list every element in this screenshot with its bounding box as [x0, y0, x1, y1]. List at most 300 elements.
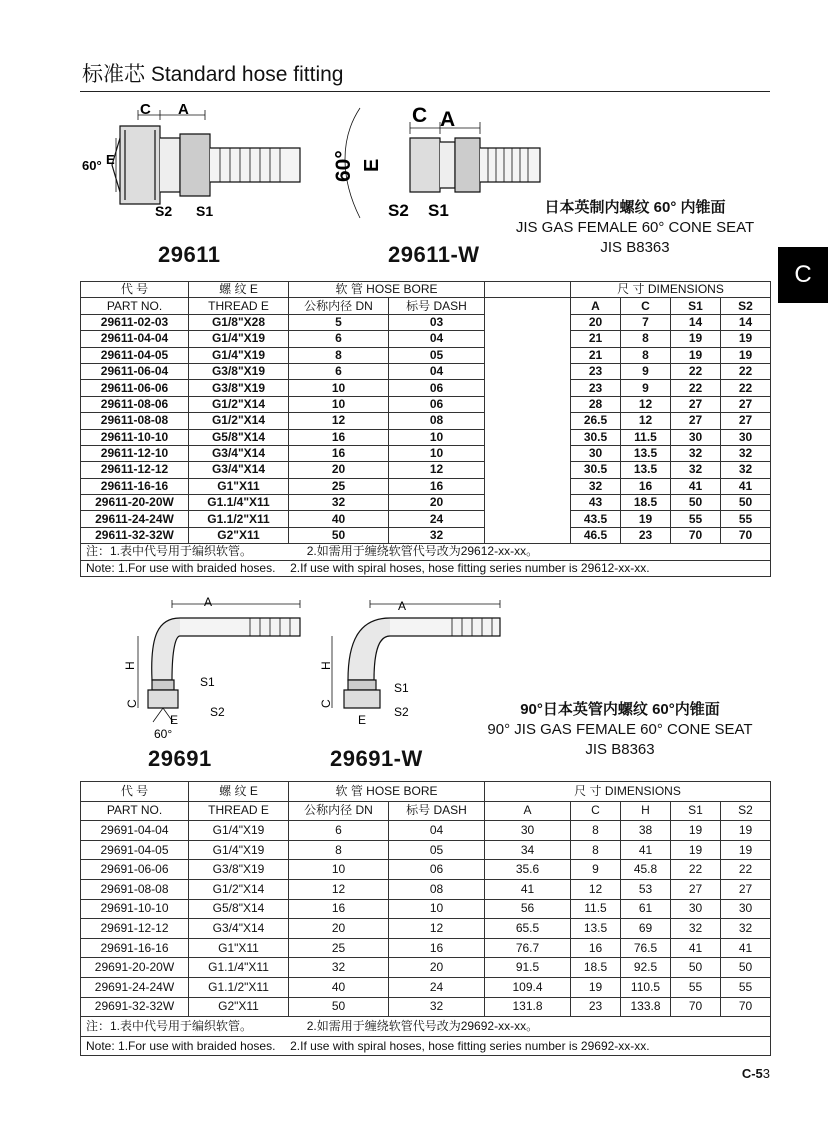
cell-dn: 12 — [289, 413, 389, 429]
cell-s2: 30 — [721, 429, 771, 445]
table2-body — [81, 821, 771, 1017]
cell-dn: 32 — [289, 495, 389, 511]
hdr-c: C — [621, 298, 671, 314]
hdr-a: A — [571, 298, 621, 314]
cell-s2: 41 — [721, 938, 771, 958]
cell-s2: 55 — [721, 511, 771, 527]
hdr-part-cn: 代 号 — [81, 282, 189, 298]
cell-a: 30.5 — [571, 462, 621, 478]
spec-table-29691 — [80, 781, 771, 1056]
table-row — [81, 429, 771, 445]
table1-note-cn — [81, 544, 771, 560]
spacer-cell — [485, 363, 571, 379]
cell-dash: 32 — [389, 997, 485, 1017]
hdr-dash: 标号 DASH — [389, 298, 485, 314]
cell-thread: G1/8"X28 — [189, 314, 289, 330]
table1-body — [81, 314, 771, 543]
cell-h: 41 — [621, 840, 671, 860]
cell-thread: G2"X11 — [189, 527, 289, 543]
cell-thread: G3/8"X19 — [189, 363, 289, 379]
cell-h: 53 — [621, 879, 671, 899]
dim-c-label-90w: C — [319, 699, 333, 708]
cell-s1: 19 — [671, 347, 721, 363]
cell-h: 45.8 — [621, 860, 671, 880]
page-title: 标准芯 Standard hose fitting — [82, 63, 344, 86]
cell-dash: 10 — [389, 429, 485, 445]
cell-s1: 32 — [671, 919, 721, 939]
table-row — [81, 977, 771, 997]
dim-h-label-90w: H — [319, 661, 333, 670]
cell-a: 35.6 — [485, 860, 571, 880]
cell-a: 65.5 — [485, 919, 571, 939]
table-row — [81, 380, 771, 396]
cell-c: 12 — [571, 879, 621, 899]
cell-c: 18.5 — [571, 958, 621, 978]
cell-a: 41 — [485, 879, 571, 899]
cell-thread: G3/8"X19 — [189, 380, 289, 396]
dim-a-label-90: A — [204, 596, 213, 609]
cell-s2: 19 — [721, 821, 771, 841]
cell-a: 26.5 — [571, 413, 621, 429]
cell-dash: 05 — [389, 347, 485, 363]
cell-a: 23 — [571, 380, 621, 396]
cell-s2: 14 — [721, 314, 771, 330]
note-cn-1: 注：1.表中代号用于编织软管。 — [86, 544, 253, 559]
cell-c: 13.5 — [621, 445, 671, 461]
cell-thread: G2"X11 — [189, 997, 289, 1017]
cell-dash: 04 — [389, 331, 485, 347]
table-row — [81, 314, 771, 330]
cell-c: 13.5 — [571, 919, 621, 939]
cell-thread: G3/4"X14 — [189, 445, 289, 461]
cell-s2: 27 — [721, 879, 771, 899]
note2-cn-2: 2.如需用于缠绕软管代号改为29692-xx-xx。 — [306, 1018, 539, 1033]
dim-angle-label: 60° — [82, 158, 102, 173]
cell-h: 61 — [621, 899, 671, 919]
cell-part: 29691-20-20W — [81, 958, 189, 978]
cell-part: 29611-04-05 — [81, 347, 189, 363]
cell-dash: 04 — [389, 821, 485, 841]
hdr-dn: 公称内径 DN — [289, 298, 389, 314]
cell-part: 29611-20-20W — [81, 495, 189, 511]
cell-dash: 24 — [389, 977, 485, 997]
table2-note-en — [81, 1036, 771, 1056]
cell-h: 110.5 — [621, 977, 671, 997]
cell-a: 131.8 — [485, 997, 571, 1017]
desc-std: JIS B8363 — [600, 239, 670, 256]
hdr2-dash: 标号 DASH — [389, 801, 485, 821]
cell-part: 29611-10-10 — [81, 429, 189, 445]
hdr-s1: S1 — [671, 298, 721, 314]
cell-s1: 70 — [671, 997, 721, 1017]
hdr2-h: H — [621, 801, 671, 821]
cell-thread: G3/4"X14 — [189, 462, 289, 478]
spacer-cell — [485, 429, 571, 445]
cell-c: 9 — [621, 363, 671, 379]
cell-c: 12 — [621, 396, 671, 412]
cell-dn: 16 — [289, 899, 389, 919]
cell-dn: 20 — [289, 919, 389, 939]
cell-s1: 50 — [671, 958, 721, 978]
cell-s2: 32 — [721, 445, 771, 461]
cell-c: 9 — [621, 380, 671, 396]
dim-e-label: E — [106, 152, 115, 167]
table-row — [81, 938, 771, 958]
dim-s1-label-90w: S1 — [394, 681, 409, 695]
note2-en-1: Note: 1.For use with braided hoses. — [86, 1038, 276, 1053]
cell-a: 46.5 — [571, 527, 621, 543]
spacer-cell — [485, 511, 571, 527]
cell-dn: 10 — [289, 380, 389, 396]
cell-s2: 19 — [721, 347, 771, 363]
cell-dn: 12 — [289, 879, 389, 899]
cell-thread: G3/4"X14 — [189, 919, 289, 939]
cell-part: 29691-08-08 — [81, 879, 189, 899]
cell-part: 29691-04-04 — [81, 821, 189, 841]
cell-s2: 27 — [721, 413, 771, 429]
cell-thread: G1.1/4"X11 — [189, 958, 289, 978]
cell-s1: 27 — [671, 879, 721, 899]
cell-h: 76.5 — [621, 938, 671, 958]
cell-c: 23 — [571, 997, 621, 1017]
table-row — [81, 413, 771, 429]
cell-a: 34 — [485, 840, 571, 860]
note2-en-2: 2.If use with spiral hoses, hose fitting series number is 29692-xx-xx. — [290, 1038, 650, 1053]
desc2-std: JIS B8363 — [585, 741, 655, 758]
table-row — [81, 919, 771, 939]
table-row — [81, 958, 771, 978]
cell-c: 18.5 — [621, 495, 671, 511]
cell-s1: 30 — [671, 429, 721, 445]
spec-table-29611 — [80, 281, 771, 577]
cell-dash: 12 — [389, 462, 485, 478]
dim-s1-label-90: S1 — [200, 675, 215, 689]
cell-s2: 22 — [721, 363, 771, 379]
hdr-bore: 软 管 HOSE BORE — [289, 282, 485, 298]
cell-dash: 04 — [389, 363, 485, 379]
cell-a: 30 — [485, 821, 571, 841]
cell-c: 9 — [571, 860, 621, 880]
dim-a-label-w: A — [440, 108, 456, 131]
cell-part: 29611-06-04 — [81, 363, 189, 379]
fitting-29691-drawing — [120, 596, 320, 742]
dim-a-label-90w: A — [398, 599, 407, 613]
cell-a: 28 — [571, 396, 621, 412]
cell-dash: 08 — [389, 413, 485, 429]
cell-dn: 25 — [289, 938, 389, 958]
cell-s1: 22 — [671, 363, 721, 379]
table-row — [81, 363, 771, 379]
table-row — [81, 478, 771, 494]
cell-dash: 06 — [389, 860, 485, 880]
hdr-thread-en: THREAD E — [189, 298, 289, 314]
cell-thread: G5/8"X14 — [189, 899, 289, 919]
cell-thread: G1/4"X19 — [189, 347, 289, 363]
dim-s2-label-90: S2 — [210, 705, 225, 719]
cell-part: 29611-32-32W — [81, 527, 189, 543]
note2-cn-1: 注：1.表中代号用于编织软管。 — [86, 1018, 253, 1033]
hdr2-thread-cn: 螺 纹 E — [189, 782, 289, 802]
model-29691-w: 29691-W — [330, 746, 423, 771]
hdr-dims: 尺 寸 DIMENSIONS — [571, 282, 771, 298]
table1-note-en — [81, 560, 771, 576]
table-row — [81, 840, 771, 860]
cell-s2: 50 — [721, 495, 771, 511]
note-cn-2: 2.如需用于缠绕软管代号改为29612-xx-xx。 — [306, 544, 539, 559]
cell-s2: 22 — [721, 860, 771, 880]
cell-s2: 50 — [721, 958, 771, 978]
cell-part: 29611-16-16 — [81, 478, 189, 494]
cell-thread: G1/4"X19 — [189, 840, 289, 860]
dim-a-label: A — [178, 101, 189, 118]
cell-h: 92.5 — [621, 958, 671, 978]
cell-a: 76.7 — [485, 938, 571, 958]
cell-part: 29691-12-12 — [81, 919, 189, 939]
hdr-thread-cn: 螺 纹 E — [189, 282, 289, 298]
cell-part: 29611-24-24W — [81, 511, 189, 527]
note-en-1: Note: 1.For use with braided hoses. — [86, 560, 276, 575]
cell-part: 29611-04-04 — [81, 331, 189, 347]
cell-dn: 20 — [289, 462, 389, 478]
cell-part: 29611-08-06 — [81, 396, 189, 412]
cell-c: 13.5 — [621, 462, 671, 478]
desc2-en: 90° JIS GAS FEMALE 60° CONE SEAT — [487, 721, 753, 738]
cell-part: 29611-12-10 — [81, 445, 189, 461]
dim-s1-label-w: S1 — [428, 201, 449, 220]
table-row — [81, 445, 771, 461]
cell-thread: G1/2"X14 — [189, 396, 289, 412]
cell-s1: 32 — [671, 462, 721, 478]
cell-a: 30.5 — [571, 429, 621, 445]
cell-dash: 10 — [389, 899, 485, 919]
spacer-cell — [485, 347, 571, 363]
cell-s1: 19 — [671, 840, 721, 860]
table-row — [81, 997, 771, 1017]
page-number — [742, 1066, 770, 1081]
hdr2-s1: S1 — [671, 801, 721, 821]
cell-s1: 32 — [671, 445, 721, 461]
model-29611-w: 29611-W — [388, 242, 480, 267]
cell-part: 29691-16-16 — [81, 938, 189, 958]
note-en-2: 2.If use with spiral hoses, hose fitting series number is 29612-xx-xx. — [290, 560, 650, 575]
cell-a: 21 — [571, 331, 621, 347]
cell-h: 38 — [621, 821, 671, 841]
spacer-cell — [485, 495, 571, 511]
cell-thread: G1/4"X19 — [189, 821, 289, 841]
cell-s1: 19 — [671, 821, 721, 841]
hdr-part-en: PART NO. — [81, 298, 189, 314]
cell-dn: 25 — [289, 478, 389, 494]
section-tab: C — [778, 247, 828, 303]
cell-part: 29691-24-24W — [81, 977, 189, 997]
cell-thread: G1.1/2"X11 — [189, 977, 289, 997]
cell-a: 43 — [571, 495, 621, 511]
cell-c: 7 — [621, 314, 671, 330]
hdr2-dn: 公称内径 DN — [289, 801, 389, 821]
cell-s2: 22 — [721, 380, 771, 396]
cell-s2: 41 — [721, 478, 771, 494]
cell-a: 23 — [571, 363, 621, 379]
hdr-s2: S2 — [721, 298, 771, 314]
cell-s2: 30 — [721, 899, 771, 919]
cell-s2: 32 — [721, 462, 771, 478]
spacer-cell — [485, 331, 571, 347]
desc-en: JIS GAS FEMALE 60° CONE SEAT — [515, 219, 755, 236]
dim-h-label-90: H — [123, 661, 137, 670]
cell-thread: G3/8"X19 — [189, 860, 289, 880]
cell-a: 20 — [571, 314, 621, 330]
cell-part: 29611-02-03 — [81, 314, 189, 330]
cell-dash: 08 — [389, 879, 485, 899]
cell-thread: G1.1/2"X11 — [189, 511, 289, 527]
cell-s1: 30 — [671, 899, 721, 919]
cell-c: 16 — [621, 478, 671, 494]
table-row — [81, 899, 771, 919]
cell-dn: 6 — [289, 331, 389, 347]
cell-dash: 06 — [389, 380, 485, 396]
cell-thread: G1/2"X14 — [189, 879, 289, 899]
page-number-prefix: C-5 — [741, 1066, 763, 1081]
cell-a: 91.5 — [485, 958, 571, 978]
hdr2-dims: 尺 寸 DIMENSIONS — [485, 782, 771, 802]
cell-dash: 06 — [389, 396, 485, 412]
cell-a: 21 — [571, 347, 621, 363]
dim-e-label-90w: E — [358, 713, 367, 727]
cell-s1: 27 — [671, 413, 721, 429]
dim-c-label: C — [140, 101, 151, 118]
hdr2-s2: S2 — [721, 801, 771, 821]
cell-dn: 10 — [289, 396, 389, 412]
cell-s1: 55 — [671, 511, 721, 527]
model-29611: 29611 — [158, 242, 221, 267]
cell-s1: 50 — [671, 495, 721, 511]
cell-dn: 6 — [289, 821, 389, 841]
dim-c-label-w: C — [412, 104, 428, 127]
cell-c: 19 — [621, 511, 671, 527]
dim-s2-label-90w: S2 — [394, 705, 409, 719]
spacer-cell — [485, 413, 571, 429]
cell-s1: 27 — [671, 396, 721, 412]
cell-part: 29691-06-06 — [81, 860, 189, 880]
cell-thread: G1.1/4"X11 — [189, 495, 289, 511]
cell-dash: 20 — [389, 958, 485, 978]
dim-e-label-90: E — [170, 713, 179, 727]
hdr2-c: C — [571, 801, 621, 821]
desc2-cn: 90°日本英管内螺纹 60°内锥面 — [520, 701, 720, 718]
cell-s1: 22 — [671, 380, 721, 396]
cell-part: 29691-10-10 — [81, 899, 189, 919]
cell-dash: 12 — [389, 919, 485, 939]
spacer-cell — [485, 527, 571, 543]
table-row — [81, 511, 771, 527]
spacer-cell — [485, 314, 571, 330]
dim-e-label-w: E — [361, 158, 383, 172]
cell-s1: 41 — [671, 478, 721, 494]
dim-angle-label-w: 60° — [332, 150, 355, 182]
cell-part: 29691-32-32W — [81, 997, 189, 1017]
cell-dash: 10 — [389, 445, 485, 461]
spacer-cell — [485, 380, 571, 396]
table-row — [81, 821, 771, 841]
page-number-suffix: 3 — [762, 1066, 770, 1081]
cell-c: 8 — [571, 840, 621, 860]
cell-dn: 6 — [289, 363, 389, 379]
hdr2-part-cn: 代 号 — [81, 782, 189, 802]
table-row — [81, 879, 771, 899]
cell-dn: 8 — [289, 840, 389, 860]
cell-thread: G1"X11 — [189, 938, 289, 958]
model-29691: 29691 — [148, 746, 212, 771]
hdr2-a: A — [485, 801, 571, 821]
cell-part: 29611-06-06 — [81, 380, 189, 396]
title-rule — [80, 91, 770, 92]
cell-dn: 32 — [289, 958, 389, 978]
cell-dn: 8 — [289, 347, 389, 363]
cell-c: 8 — [621, 331, 671, 347]
cell-thread: G1/4"X19 — [189, 331, 289, 347]
cell-s1: 41 — [671, 938, 721, 958]
cell-dash: 05 — [389, 840, 485, 860]
cell-s2: 70 — [721, 997, 771, 1017]
spacer-cell — [485, 478, 571, 494]
spacer-cell — [485, 445, 571, 461]
cell-dash: 03 — [389, 314, 485, 330]
cell-c: 8 — [571, 821, 621, 841]
table-row — [81, 347, 771, 363]
cell-dash: 32 — [389, 527, 485, 543]
cell-a: 32 — [571, 478, 621, 494]
dim-c-label-90: C — [125, 699, 139, 708]
cell-c: 19 — [571, 977, 621, 997]
cell-dn: 40 — [289, 511, 389, 527]
cell-s2: 32 — [721, 919, 771, 939]
cell-c: 11.5 — [621, 429, 671, 445]
cell-a: 43.5 — [571, 511, 621, 527]
table2-note-cn — [81, 1017, 771, 1037]
cell-dash: 16 — [389, 478, 485, 494]
spacer-cell — [485, 462, 571, 478]
table-row — [81, 860, 771, 880]
cell-thread: G1"X11 — [189, 478, 289, 494]
cell-thread: G1/2"X14 — [189, 413, 289, 429]
cell-c: 23 — [621, 527, 671, 543]
cell-a: 30 — [571, 445, 621, 461]
cell-dn: 50 — [289, 997, 389, 1017]
cell-dn: 50 — [289, 527, 389, 543]
cell-h: 133.8 — [621, 997, 671, 1017]
table-row — [81, 495, 771, 511]
dim-s1-label: S1 — [196, 203, 214, 219]
spacer-cell — [485, 396, 571, 412]
cell-a: 56 — [485, 899, 571, 919]
hdr2-part-en: PART NO. — [81, 801, 189, 821]
cell-dn: 40 — [289, 977, 389, 997]
cell-s1: 22 — [671, 860, 721, 880]
cell-s2: 70 — [721, 527, 771, 543]
cell-c: 12 — [621, 413, 671, 429]
cell-c: 16 — [571, 938, 621, 958]
cell-thread: G5/8"X14 — [189, 429, 289, 445]
table-row — [81, 527, 771, 543]
desc-cn: 日本英制内螺纹 60° 内锥面 — [544, 199, 726, 216]
cell-part: 29611-12-12 — [81, 462, 189, 478]
cell-dn: 10 — [289, 860, 389, 880]
cell-s2: 19 — [721, 840, 771, 860]
table-row — [81, 331, 771, 347]
cell-a: 109.4 — [485, 977, 571, 997]
cell-s2: 55 — [721, 977, 771, 997]
fitting-29611-drawing — [80, 98, 310, 228]
